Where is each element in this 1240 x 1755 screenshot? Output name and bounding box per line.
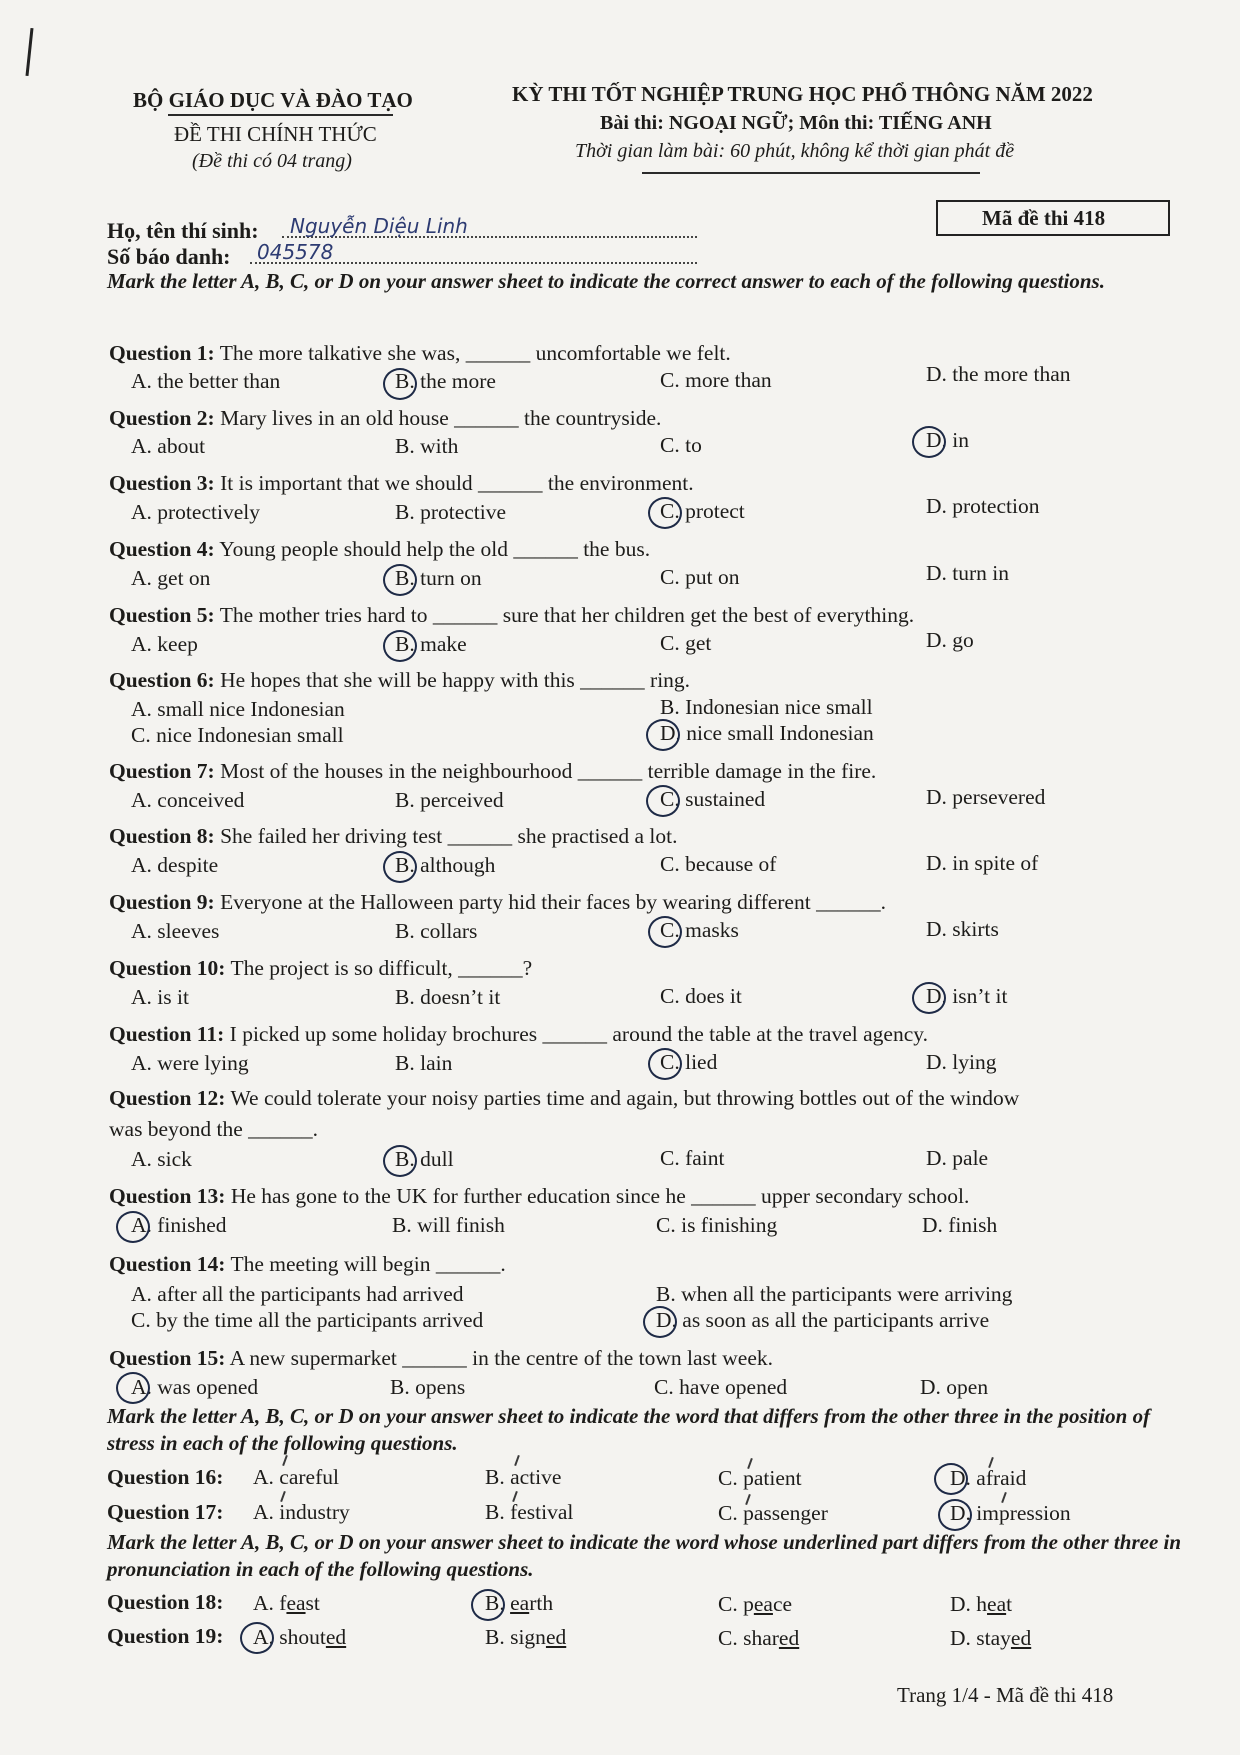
q8-option-c[interactable]: C. because of [660,852,777,876]
q15-option-c[interactable]: C. have opened [654,1375,788,1399]
q12-option-b[interactable]: B. dull [395,1147,454,1171]
q8-option-b[interactable]: B. although [395,853,496,877]
q19-option-b[interactable]: B. signed [485,1625,567,1649]
q10-option-b[interactable]: B. doesn’t it [395,985,501,1009]
q14-option-b[interactable]: B. when all the participants were arriving [656,1282,1013,1306]
q16-option-d[interactable]: D. afraid [950,1466,1027,1490]
question-7: Question 7: Most of the houses in the neighbourhood ______ terrible damage in the fire. [109,759,877,783]
question-10: Question 10: The project is so difficult, ______? [109,956,533,980]
q18-option-c[interactable]: C. peace [718,1592,793,1616]
q1-option-a[interactable]: A. the better than [131,369,281,393]
q7-option-d[interactable]: D. persevered [926,785,1046,809]
question-17-label: Question 17: [107,1500,224,1524]
q13-option-b[interactable]: B. will finish [392,1213,505,1237]
question-11: Question 11: I picked up some holiday brochures ______ around the table at the travel agency. [109,1022,928,1046]
name-label: Họ, tên thí sinh: [107,218,259,243]
q3-option-d[interactable]: D. protection [926,494,1040,518]
q11-answer-circle [648,1048,682,1080]
q13-answer-circle [116,1211,150,1243]
q2-option-c[interactable]: C. to [660,433,702,457]
q13-option-c[interactable]: C. is finishing [656,1213,778,1237]
q5-option-a[interactable]: A. keep [131,632,198,656]
q6-option-a[interactable]: A. small nice Indonesian [131,697,345,721]
question-8: Question 8: She failed her driving test ______ she practised a lot. [109,824,678,848]
question-5: Question 5: The mother tries hard to ______ sure that her children get the best of everything. [109,603,915,627]
q5-answer-circle [383,630,417,662]
q5-option-c[interactable]: C. get [660,631,712,655]
q11-option-d[interactable]: D. lying [926,1050,997,1074]
q11-option-c[interactable]: C. lied [660,1050,718,1074]
question-18-label: Question 18: [107,1590,224,1614]
q11-option-a[interactable]: A. were lying [131,1051,249,1075]
q12-answer-circle [383,1145,417,1177]
question-14: Question 14: The meeting will begin ______. [109,1252,506,1276]
q10-option-c[interactable]: C. does it [660,984,742,1008]
q7-option-a[interactable]: A. conceived [131,788,245,812]
q14-option-a[interactable]: A. after all the participants had arrived [131,1282,464,1306]
candidate-name: Nguyễn Diệu Linh [290,214,468,238]
q7-answer-circle [646,785,680,817]
q19-option-d[interactable]: D. stayed [950,1626,1032,1650]
q3-option-b[interactable]: B. protective [395,500,507,524]
q4-option-c[interactable]: C. put on [660,565,740,589]
q17-answer-circle [938,1499,972,1531]
q10-option-a[interactable]: A. is it [131,985,189,1009]
question-15: Question 15: A new supermarket ______ in the centre of the town last week. [109,1346,773,1370]
q19-answer-circle [240,1622,274,1654]
question-19-label: Question 19: [107,1624,224,1648]
title-underline [642,172,980,174]
q19-option-c[interactable]: C. shared [718,1626,800,1650]
q18-option-b[interactable]: B. earth [485,1591,554,1615]
q8-option-d[interactable]: D. in spite of [926,851,1039,875]
pages-note: (Đề thi có 04 trang) [192,150,352,172]
q15-answer-circle [116,1372,150,1404]
q14-answer-circle [643,1306,677,1338]
q1-option-c[interactable]: C. more than [660,368,772,392]
q16-option-c[interactable]: C. patient [718,1466,802,1490]
q5-option-b[interactable]: B. make [395,632,467,656]
official-label: ĐỀ THI CHÍNH THỨC [174,122,377,146]
q9-option-d[interactable]: D. skirts [926,917,999,941]
q19-option-a[interactable]: A. shouted [253,1625,347,1649]
q9-answer-circle [648,916,682,948]
question-4: Question 4: Young people should help the old ______ the bus. [109,537,651,561]
q7-option-b[interactable]: B. perceived [395,788,504,812]
q2-option-b[interactable]: B. with [395,434,459,458]
q15-option-a[interactable]: A. was opened [131,1375,259,1399]
q2-answer-circle [912,426,946,458]
q13-option-a[interactable]: A. finished [131,1213,227,1237]
id-label: Số báo danh: [107,244,231,269]
q14-option-d[interactable]: D. as soon as all the participants arrive [656,1308,990,1332]
ministry-name: BỘ GIÁO DỤC VÀ ĐÀO TẠO [133,88,413,112]
exam-code: Mã đề thi 418 [982,206,1106,230]
q10-option-d[interactable]: D. isn’t it [926,984,1008,1008]
q16-option-a[interactable]: A. careful [253,1465,339,1489]
ministry-underline [168,114,393,116]
q6-answer-circle [646,719,680,751]
question-13: Question 13: He has gone to the UK for further education since he ______ upper secondary school. [109,1184,970,1208]
q17-option-c[interactable]: C. passenger [718,1501,828,1525]
q6-option-d[interactable]: D. nice small Indonesian [660,721,874,745]
q3-option-a[interactable]: A. protectively [131,500,260,524]
q12-option-d[interactable]: D. pale [926,1146,989,1170]
q4-option-d[interactable]: D. turn in [926,561,1010,585]
q13-option-d[interactable]: D. finish [922,1213,998,1237]
q4-option-a[interactable]: A. get on [131,566,211,590]
question-2: Question 2: Mary lives in an old house ______ the countryside. [109,406,662,430]
q3-answer-circle [648,497,682,529]
q16-option-b[interactable]: B. active [485,1465,562,1489]
exam-title: KỲ THI TỐT NGHIỆP TRUNG HỌC PHỔ THÔNG NĂM 2022 [512,82,1093,106]
question-12-cont: was beyond the ______. [109,1117,318,1141]
question-3: Question 3: It is important that we should ______ the environment. [109,471,694,495]
q8-answer-circle [383,851,417,883]
q1-answer-circle [383,368,417,400]
q8-option-a[interactable]: A. despite [131,853,219,877]
instruction-part2: Mark the letter A, B, C, or D on your answer sheet to indicate the word that differs from the other three in the position of stress in each of the following questions. [107,1404,1151,1455]
q18-option-a[interactable]: A. feast [253,1591,320,1615]
q2-option-d[interactable]: D. in [926,428,969,452]
question-12: Question 12: We could tolerate your noisy parties time and again, but throwing bottles out of the window [109,1086,1020,1110]
margin-pen-mark [25,28,33,76]
q17-option-d[interactable]: D. impression [950,1501,1071,1525]
question-9: Question 9: Everyone at the Halloween party hid their faces by wearing different ______. [109,890,886,914]
q16-answer-circle [934,1463,968,1495]
q6-option-b[interactable]: B. Indonesian nice small [660,695,873,719]
instruction-part3: Mark the letter A, B, C, or D on your answer sheet to indicate the word whose underlined part differs from the other three in pronunciation in each of the following questions. [107,1530,1182,1581]
q17-option-b[interactable]: B. festival [485,1500,574,1524]
q5-option-d[interactable]: D. go [926,628,974,652]
q7-option-c[interactable]: C. sustained [660,787,766,811]
subject-line: Bài thi: NGOẠI NGỮ; Môn thi: TIẾNG ANH [600,112,992,134]
q15-option-b[interactable]: B. opens [390,1375,466,1399]
q1-option-b[interactable]: B. the more [395,369,496,393]
q3-option-c[interactable]: C. protect [660,499,745,523]
q9-option-c[interactable]: C. masks [660,918,739,942]
q18-answer-circle [471,1589,505,1621]
q12-option-c[interactable]: C. faint [660,1146,725,1170]
q11-option-b[interactable]: B. lain [395,1051,453,1075]
q6-option-c[interactable]: C. nice Indonesian small [131,723,344,747]
q15-option-d[interactable]: D. open [920,1375,989,1399]
q9-option-b[interactable]: B. collars [395,919,478,943]
q12-option-a[interactable]: A. sick [131,1147,192,1171]
q4-answer-circle [383,564,417,596]
q10-answer-circle [912,982,946,1014]
question-16-label: Question 16: [107,1465,224,1489]
q2-option-a[interactable]: A. about [131,434,206,458]
duration-line: Thời gian làm bài: 60 phút, không kể thời gian phát đề [575,140,1015,162]
question-6: Question 6: He hopes that she will be happy with this ______ ring. [109,668,691,692]
q17-option-a[interactable]: A. industry [253,1500,350,1524]
question-1: Question 1: The more talkative she was, ______ uncomfortable we felt. [109,341,731,365]
q1-option-d[interactable]: D. the more than [926,362,1071,386]
instruction-part1: Mark the letter A, B, C, or D on your answer sheet to indicate the correct answer to each of the following questions. [107,269,1105,293]
candidate-id: 045578 [257,240,334,264]
page-footer: Trang 1/4 - Mã đề thi 418 [897,1683,1114,1707]
q9-option-a[interactable]: A. sleeves [131,919,220,943]
q18-option-d[interactable]: D. heat [950,1592,1013,1616]
q4-option-b[interactable]: B. turn on [395,566,482,590]
q14-option-c[interactable]: C. by the time all the participants arrived [131,1308,484,1332]
